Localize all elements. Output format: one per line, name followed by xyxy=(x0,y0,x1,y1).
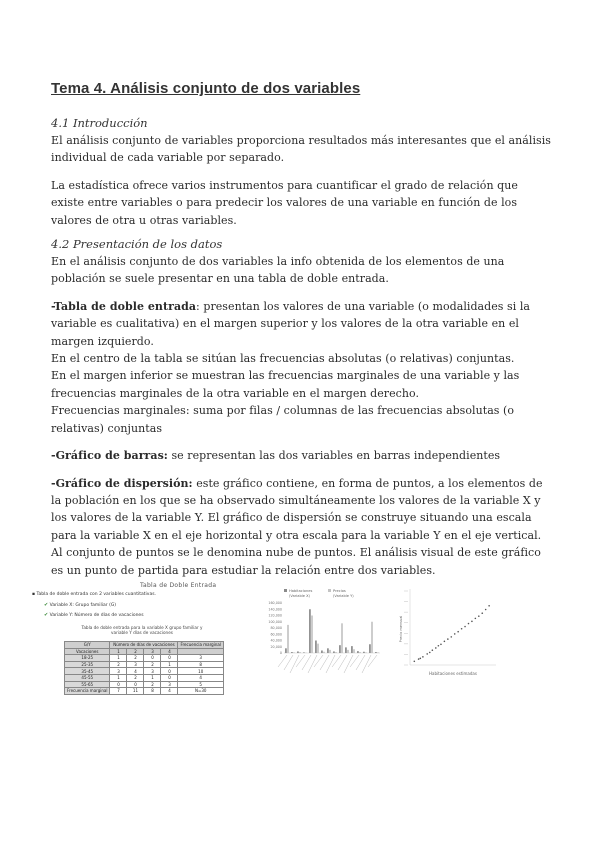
bar xyxy=(347,650,349,653)
bar-x-label xyxy=(314,655,323,667)
tabla-desc: : presentan los valores de una variable (o modalidades si la variable es cualitativa) en el margen superior y los valores de la otra variable en el margen izquierdo. xyxy=(51,299,531,348)
scatter-point xyxy=(418,658,420,660)
bar-y-tick-label: 40,000 xyxy=(270,638,282,643)
dispersion-term: -Gráfico de dispersión: xyxy=(51,476,193,490)
scatter-point xyxy=(478,615,480,617)
bar-x-label xyxy=(278,655,287,667)
tabla-line-2: En el centro de la tabla se sitúan las frecuencias absolutas (o relativas) conjuntas. xyxy=(51,352,515,366)
table-cell: 1 xyxy=(110,648,127,655)
table-cell xyxy=(178,648,223,655)
section-heading-data: 4.2 Presentación de los datos xyxy=(51,237,223,252)
table-totals-row: Frecuencia marginal 7 11 8 4 N=30 xyxy=(65,688,224,695)
double-entry-table-figure xyxy=(30,580,240,694)
check-icon: ✔ xyxy=(44,602,49,608)
bar xyxy=(335,652,337,653)
bar-y-tick-label: 0 xyxy=(279,651,282,655)
section-heading-intro: 4.1 Introducción xyxy=(51,116,148,130)
bar xyxy=(333,651,335,653)
legend-label: Habitaciones xyxy=(289,589,313,593)
bar-y-tick-label: 120,000 xyxy=(268,613,282,618)
tabla-line-3: En el margen inferior se muestran las frecuencias marginales de una variable y las frecuencias marginales de la otra variable en el margen derecho. xyxy=(51,369,520,400)
tabla-line-4: Frecuencias marginales: suma por filas / columnas de las frecuencias absolutas (o relativas) conjuntas xyxy=(51,404,515,435)
bar xyxy=(303,652,305,653)
scatter-point xyxy=(429,652,431,654)
bar xyxy=(365,652,367,653)
figure-bullet: Tabla de doble entrada con 2 variables cuantitativas. xyxy=(36,592,156,597)
bar-chart xyxy=(258,585,388,685)
table-cell: 2 xyxy=(127,648,144,655)
bar xyxy=(341,623,343,653)
document-page xyxy=(51,80,551,579)
check-icon: ✔ xyxy=(44,612,49,618)
table-cell: 4 xyxy=(161,648,178,655)
table-row: 45-55 1 2 1 0 4 xyxy=(65,674,224,681)
bar xyxy=(311,616,313,654)
scatter-point xyxy=(461,628,463,630)
bar xyxy=(323,652,325,653)
dispersion-paragraph xyxy=(51,475,551,579)
legend-label-sub: (Variable Y) xyxy=(333,594,354,598)
bullet-icon: ▪ xyxy=(32,592,36,597)
bar xyxy=(315,641,317,654)
bar-x-label xyxy=(296,655,305,667)
data-paragraph-1: En el análisis conjunto de dos variables la info obtenida de los elementos de una población se suele presentar en una tabla de doble entrada. xyxy=(51,255,505,286)
scatter-point xyxy=(438,645,440,647)
bar-x-label xyxy=(350,655,359,667)
figure-variable-x: Variable X: Grupo familiar (G) xyxy=(49,603,117,608)
legend-swatch xyxy=(328,589,331,592)
bar xyxy=(357,651,359,653)
scatter-point xyxy=(471,621,473,623)
dispersion-desc: este gráfico contiene, en forma de puntos, a los elementos de la población en los que se ha observado simultáneamente los valores de la variable X y los valores de la variable Y. El gráfico de dispersión se construye situando una escala para la variable X en el eje horizontal y otra escala para la variable Y en el eje vertical. Al conjunto de puntos se le denomina nube de puntos. El análisis visual de este gráfico es un punto de partida para estudiar la relación entre dos variables. xyxy=(51,476,543,577)
bar xyxy=(317,644,319,653)
scatter-point xyxy=(457,631,459,633)
table-row: 18-25 1 2 0 0 3 xyxy=(65,655,224,662)
bar xyxy=(309,609,311,653)
page-title: Tema 4. Análisis conjunto de dos variables xyxy=(51,80,361,97)
scatter-point xyxy=(414,661,416,663)
bar xyxy=(345,647,347,653)
bar-y-tick-label: 140,000 xyxy=(268,607,282,612)
bar-y-tick-label: 100,000 xyxy=(268,619,282,624)
figure-title: Tabla de Doble Entrada xyxy=(140,582,217,589)
table-cell: G/Y xyxy=(65,642,110,649)
bar xyxy=(291,652,293,653)
barras-paragraph xyxy=(51,447,551,464)
intro-paragraph-1: El análisis conjunto de variables proporciona resultados más interesantes que el análisis individual de cada variable por separado. xyxy=(51,134,551,165)
figure-variable-y: Variable Y: Número de días de vacaciones xyxy=(49,613,144,618)
scatter-point xyxy=(432,649,434,651)
bar xyxy=(327,648,329,653)
scatter-point xyxy=(444,641,446,643)
double-entry-table xyxy=(64,641,224,695)
scatter-point xyxy=(468,623,470,625)
table-header-row xyxy=(65,642,224,649)
scatter-point xyxy=(450,636,452,638)
scatter-point xyxy=(464,626,466,628)
scatter-point xyxy=(485,609,487,611)
scatter-point xyxy=(420,658,422,660)
scatter-point xyxy=(435,647,437,649)
bar xyxy=(339,645,341,653)
bar xyxy=(359,652,361,653)
bar xyxy=(285,648,287,653)
scatter-chart xyxy=(396,583,501,683)
figures-strip xyxy=(0,580,600,694)
bar xyxy=(375,652,377,653)
scatter-point xyxy=(481,612,483,614)
barras-desc: se representan las dos variables en barras independientes xyxy=(167,449,501,463)
bar xyxy=(363,652,365,653)
scatter-point xyxy=(475,618,477,620)
bar xyxy=(369,644,371,653)
scatter-y-label: Precio mensual xyxy=(399,615,403,643)
bar xyxy=(299,652,301,653)
tabla-term: -Tabla de doble entrada xyxy=(51,299,197,313)
figure-caption: Tabla de doble entrada para la variable X grupo familiar y variable Y días de vacaciones xyxy=(81,625,203,635)
bar xyxy=(377,652,379,653)
bar xyxy=(321,651,323,654)
bar xyxy=(287,625,289,653)
legend-swatch xyxy=(284,589,287,592)
table-row: 55-65 0 0 2 3 5 xyxy=(65,681,224,688)
barras-term: -Gráfico de barras: xyxy=(51,449,168,463)
scatter-point xyxy=(447,638,449,640)
legend-label: Precios xyxy=(333,589,346,593)
scatter-point xyxy=(440,643,442,645)
bar xyxy=(293,652,295,653)
table-cell: Vacaciones xyxy=(65,648,110,655)
bar-y-tick-label: 80,000 xyxy=(270,626,282,630)
scatter-x-label: Habitaciones estimadas xyxy=(429,671,477,676)
bar xyxy=(353,649,355,653)
intro-paragraph-2: La estadística ofrece varios instrumentos para cuantificar el grado de relación que existe entre variables o para predecir los valores de una variable en función de los valores de otra u otras variables. xyxy=(51,178,518,227)
bar xyxy=(297,651,299,653)
bar xyxy=(351,646,353,653)
legend-label-sub: (Variable X) xyxy=(289,594,310,598)
table-row: 25-35 2 3 2 1 8 xyxy=(65,661,224,668)
scatter-point xyxy=(422,656,424,658)
scatter-point xyxy=(488,605,490,607)
tabla-paragraph xyxy=(51,298,551,350)
bar-y-tick-label: 20,000 xyxy=(270,644,282,649)
bar-x-label xyxy=(368,655,377,667)
scatter-point xyxy=(426,653,428,655)
table-cell: Frecuencia marginal xyxy=(178,642,223,649)
scatter-point xyxy=(454,633,456,635)
table-cell: 3 xyxy=(144,648,161,655)
bar xyxy=(329,650,331,653)
table-row: 35-45 3 4 3 0 10 xyxy=(65,668,224,675)
bar-y-tick-label: 60,000 xyxy=(270,632,282,637)
bar-y-tick-label: 160,000 xyxy=(268,601,282,605)
table-subheader-row xyxy=(65,648,224,655)
table-cell: Número de días de vacaciones xyxy=(110,642,178,649)
bar xyxy=(371,622,373,653)
bar-x-label xyxy=(332,655,341,667)
